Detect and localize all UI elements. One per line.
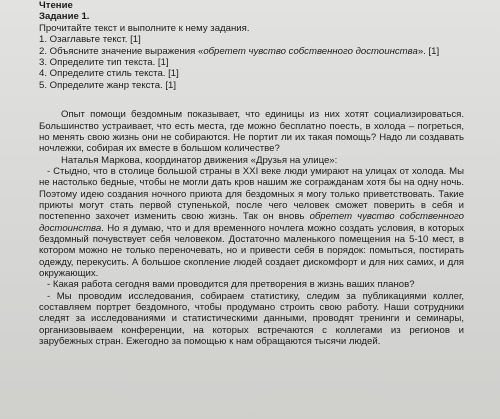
task-header: [39, 0, 464, 91]
answer-paragraph-2: - Мы проводим исследования, собираем статистику, следим за публикациями коллег, составляем портрет бездомного, чтобы продумано строить свою работу. Наши сотрудники следят за исследованиями и статистическими данными, проводят тренинги и семинары, организовываем конференции, на которых встречаются с коллегами из регионов и зарубежных стран. Ежегодно за помощью к нам обращаются тысячи людей.: [39, 290, 464, 348]
intro-paragraph: Опыт помощи бездомным показывает, что единицы из них хотят социализироваться. Большинство устраивает, что есть места, где можно бесплатно поесть, в холода – погреться, но менять свою жизнь они не собираются. Не портит ли их такая помощь? Надо ли создавать ночлежки, собирая их вместе в большом количестве?: [39, 109, 464, 155]
task-item-3: 3. Определите тип текста. [1]: [39, 57, 169, 69]
answer-paragraph-1: [39, 166, 464, 279]
reading-text: [39, 109, 464, 347]
task-item-2: [39, 46, 464, 57]
task-item-2-prefix: 2. Объясните значение выражения «: [39, 45, 204, 57]
task-instruction: Прочитайте текст и выполните к нему задания.: [39, 22, 250, 34]
section-title: Чтение: [39, 0, 73, 11]
task-item-2-suffix: ». [1]: [417, 45, 440, 57]
answer-1-phrase: обретет чувство собственного достоинства: [39, 211, 464, 234]
task-item-2-phrase: обретет чувство собственного достоинства: [203, 45, 418, 57]
task-item-4: 4. Определите стиль текста. [1]: [39, 68, 179, 80]
question-paragraph-2: - Какая работа сегодня вами проводится для претворения в жизнь ваших планов?: [47, 279, 415, 291]
answer-1-end: . Но я думаю, что и для временного ночлега можно создать условия, в которых бездомный почувствует себя человеком. Достаточно маленького помещения на 5-10 мест, в котором можно не только переночевать, но и привести себя в порядок: помыться, постирать одежду, перекусить. А большое скопление людей создает дискомфорт и для них самих, и для окружающих.: [39, 222, 464, 280]
interviewee-signature: Наталья Маркова, координатор движения «Друзья на улице»:: [61, 154, 338, 166]
task-item-1: 1. Озаглавьте текст. [1]: [39, 34, 141, 46]
task-item-5: 5. Определите жанр текста. [1]: [39, 79, 177, 91]
answer-1-start: - Стыдно, что в столице большой страны в XXI веке люди умирают на улицах от холода. Мы не настолько бедные, чтобы не могли дать кров нашим же согражданам хотя бы на одну ночь. Поэтому идею создания ночного приюта для бездомных я могу только приветствовать. Такие приюты могут стать первой ступенькой, после чего человек сможет поверить в себя и постепенно захочет изменить свою жизнь. Так он вновь: [39, 165, 464, 223]
task-title: Задание 1.: [39, 11, 90, 23]
spacer: [39, 91, 464, 109]
